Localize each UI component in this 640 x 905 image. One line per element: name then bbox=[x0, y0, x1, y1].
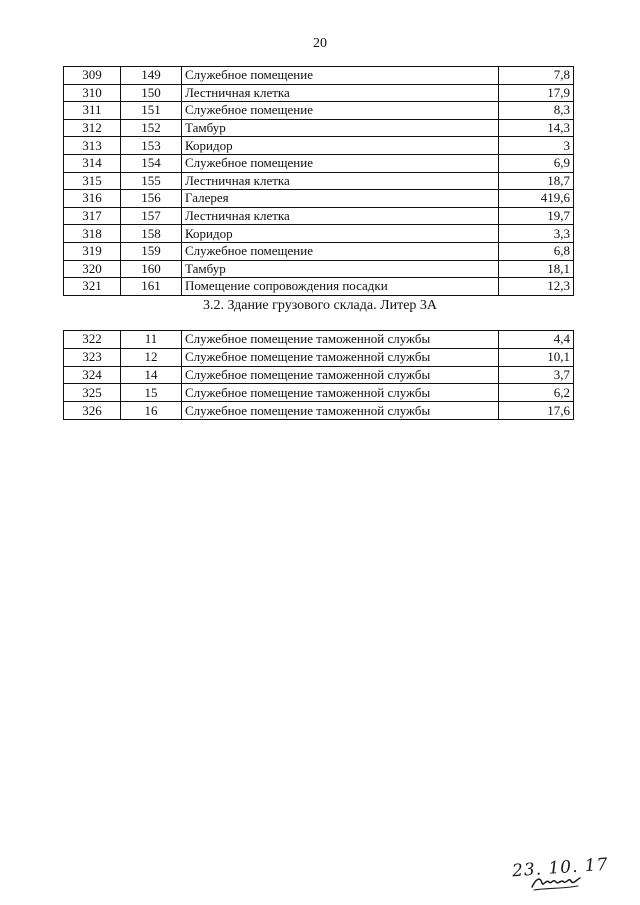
table-body bbox=[64, 331, 574, 420]
table-row bbox=[64, 384, 574, 402]
room-number-cell: 15 bbox=[121, 384, 182, 402]
row-number-cell: 317 bbox=[64, 207, 121, 225]
room-area-cell: 8,3 bbox=[499, 102, 574, 120]
room-name-cell: Служебное помещение таможенной службы bbox=[182, 384, 499, 402]
room-name-cell: Тамбур bbox=[182, 260, 499, 278]
room-name-cell: Служебное помещение таможенной службы bbox=[182, 402, 499, 420]
row-number-cell: 316 bbox=[64, 190, 121, 208]
row-number-cell: 320 bbox=[64, 260, 121, 278]
room-name-cell: Галерея bbox=[182, 190, 499, 208]
row-number-cell: 322 bbox=[64, 331, 121, 349]
room-name-cell: Служебное помещение bbox=[182, 154, 499, 172]
room-name-cell: Служебное помещение bbox=[182, 102, 499, 120]
room-number-cell: 156 bbox=[121, 190, 182, 208]
table-row bbox=[64, 402, 574, 420]
row-number-cell: 323 bbox=[64, 348, 121, 366]
room-name-cell: Коридор bbox=[182, 137, 499, 155]
room-name-cell: Служебное помещение bbox=[182, 67, 499, 85]
room-name-cell: Служебное помещение таможенной службы bbox=[182, 331, 499, 349]
room-area-cell: 17,9 bbox=[499, 84, 574, 102]
row-number-cell: 326 bbox=[64, 402, 121, 420]
row-number-cell: 314 bbox=[64, 154, 121, 172]
room-name-cell: Лестничная клетка bbox=[182, 172, 499, 190]
room-number-cell: 152 bbox=[121, 119, 182, 137]
room-number-cell: 158 bbox=[121, 225, 182, 243]
room-area-cell: 419,6 bbox=[499, 190, 574, 208]
row-number-cell: 312 bbox=[64, 119, 121, 137]
room-area-cell: 6,8 bbox=[499, 242, 574, 260]
table-row bbox=[64, 260, 574, 278]
table-row bbox=[64, 102, 574, 120]
table-row bbox=[64, 172, 574, 190]
row-number-cell: 311 bbox=[64, 102, 121, 120]
room-name-cell: Тамбур bbox=[182, 119, 499, 137]
room-number-cell: 16 bbox=[121, 402, 182, 420]
table-row bbox=[64, 137, 574, 155]
room-area-cell: 6,2 bbox=[499, 384, 574, 402]
room-area-cell: 12,3 bbox=[499, 278, 574, 296]
room-area-cell: 4,4 bbox=[499, 331, 574, 349]
room-name-cell: Коридор bbox=[182, 225, 499, 243]
row-number-cell: 309 bbox=[64, 67, 121, 85]
room-area-cell: 18,1 bbox=[499, 260, 574, 278]
room-number-cell: 155 bbox=[121, 172, 182, 190]
room-name-cell: Лестничная клетка bbox=[182, 84, 499, 102]
room-name-cell: Служебное помещение bbox=[182, 242, 499, 260]
row-number-cell: 321 bbox=[64, 278, 121, 296]
table-row bbox=[64, 242, 574, 260]
room-number-cell: 159 bbox=[121, 242, 182, 260]
row-number-cell: 318 bbox=[64, 225, 121, 243]
room-number-cell: 150 bbox=[121, 84, 182, 102]
row-number-cell: 310 bbox=[64, 84, 121, 102]
table-body bbox=[64, 67, 574, 296]
handwritten-date: 23. 10. 17 bbox=[511, 854, 610, 882]
room-number-cell: 149 bbox=[121, 67, 182, 85]
room-number-cell: 11 bbox=[121, 331, 182, 349]
rooms-table-1 bbox=[63, 66, 574, 296]
room-number-cell: 160 bbox=[121, 260, 182, 278]
table-row bbox=[64, 366, 574, 384]
table-row bbox=[64, 119, 574, 137]
room-number-cell: 14 bbox=[121, 366, 182, 384]
room-area-cell: 14,3 bbox=[499, 119, 574, 137]
room-number-cell: 151 bbox=[121, 102, 182, 120]
room-number-cell: 153 bbox=[121, 137, 182, 155]
room-area-cell: 18,7 bbox=[499, 172, 574, 190]
table-row bbox=[64, 331, 574, 349]
table-row bbox=[64, 207, 574, 225]
table-row bbox=[64, 278, 574, 296]
room-number-cell: 157 bbox=[121, 207, 182, 225]
table-row bbox=[64, 225, 574, 243]
room-number-cell: 154 bbox=[121, 154, 182, 172]
row-number-cell: 315 bbox=[64, 172, 121, 190]
page-number: 20 bbox=[313, 36, 327, 51]
rooms-table-2 bbox=[63, 330, 574, 420]
room-area-cell: 19,7 bbox=[499, 207, 574, 225]
table-row bbox=[64, 190, 574, 208]
room-area-cell: 7,8 bbox=[499, 67, 574, 85]
room-number-cell: 12 bbox=[121, 348, 182, 366]
room-area-cell: 6,9 bbox=[499, 154, 574, 172]
table-row bbox=[64, 67, 574, 85]
room-name-cell: Служебное помещение таможенной службы bbox=[182, 366, 499, 384]
table-row bbox=[64, 348, 574, 366]
room-area-cell: 3 bbox=[499, 137, 574, 155]
room-name-cell: Служебное помещение таможенной службы bbox=[182, 348, 499, 366]
room-name-cell: Лестничная клетка bbox=[182, 207, 499, 225]
row-number-cell: 319 bbox=[64, 242, 121, 260]
room-number-cell: 161 bbox=[121, 278, 182, 296]
signature bbox=[530, 870, 582, 892]
room-name-cell: Помещение сопровождения посадки bbox=[182, 278, 499, 296]
section-heading: 3.2. Здание грузового склада. Литер 3А bbox=[202, 298, 438, 313]
room-area-cell: 17,6 bbox=[499, 402, 574, 420]
room-area-cell: 10,1 bbox=[499, 348, 574, 366]
table-row bbox=[64, 154, 574, 172]
room-area-cell: 3,3 bbox=[499, 225, 574, 243]
row-number-cell: 325 bbox=[64, 384, 121, 402]
table-row bbox=[64, 84, 574, 102]
row-number-cell: 324 bbox=[64, 366, 121, 384]
room-area-cell: 3,7 bbox=[499, 366, 574, 384]
row-number-cell: 313 bbox=[64, 137, 121, 155]
